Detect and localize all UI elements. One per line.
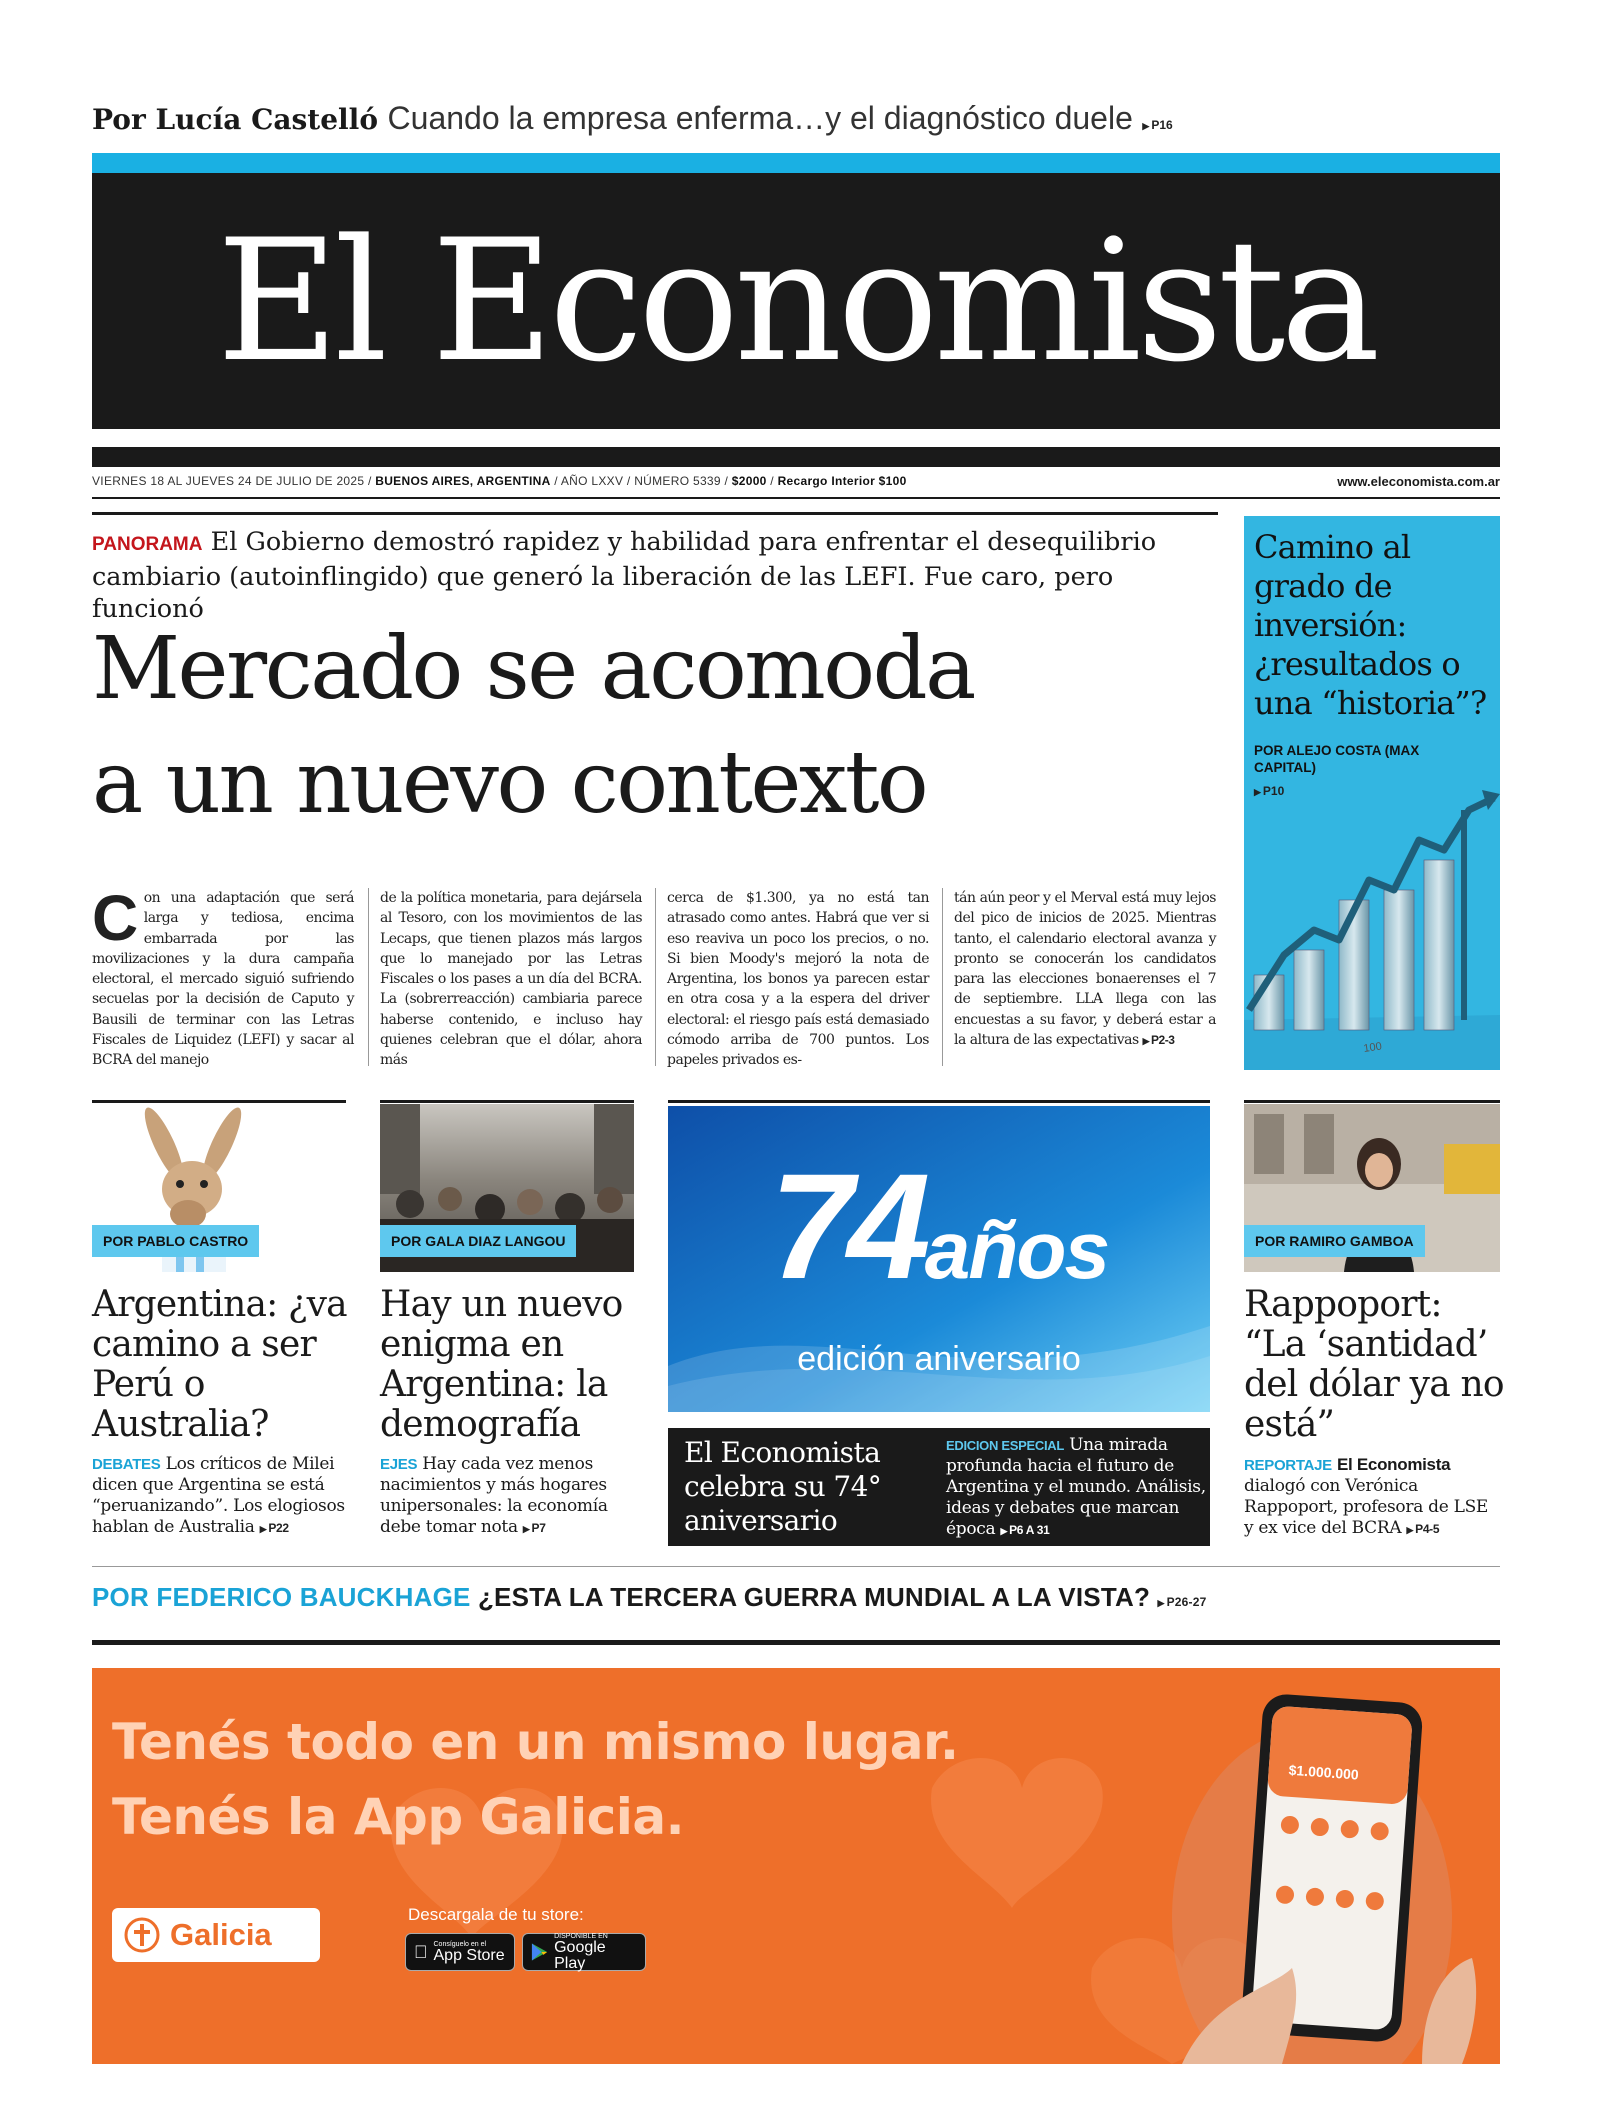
dateline-surcharge: Recargo Interior $100 — [777, 474, 907, 488]
lead-col1-text: on una adaptación que será larga y tediosa, encima embarrada por las movilizaciones y la dura campaña electoral, el mercado siguió sufriendo secuelas por la decisión de Caputo y Bausili de terminar con las Letras Fiscales de Liquidez (LEFI) y sacar al BCRA del manejo — [92, 890, 354, 1069]
lead-body-col4 — [954, 888, 1216, 1051]
story-2-deck — [380, 1454, 642, 1540]
lead-deck — [92, 526, 1218, 625]
lead-body-col3: cerca de $1.300, ya no está tan atrasado como antes. Habrá que ver si eso reaviva un poco los precios, o no. Si bien Moody's mejoró la nota de Argentina, los bonos ya parecen estar en otra cosa y a la espera del driver electoral: el riesgo país está demasiado cómodo arriba de 700 puntos. Los papeles privados es- — [667, 890, 929, 1069]
website-link[interactable]: www.eleconomista.com.ar — [1337, 474, 1500, 489]
story-rule — [1244, 1100, 1500, 1103]
column-divider — [655, 888, 656, 1066]
anniversary-subtitle: edición aniversario — [797, 1340, 1081, 1378]
story-rule — [380, 1100, 634, 1103]
top-teaser-author: Por Lucía Castelló — [92, 103, 378, 136]
top-teaser-text: Cuando la empresa enferma…y el diagnóstico duele — [387, 100, 1133, 136]
anniversary-number — [668, 1140, 1210, 1313]
story-2-page-ref: ▶ P7 — [523, 1521, 546, 1535]
anniversary-headline[interactable]: El Economista celebra su 74° aniversario — [684, 1436, 882, 1537]
google-play-small-label: DISPONIBLE EN — [554, 1932, 608, 1940]
lead-headline[interactable] — [92, 612, 1218, 840]
masthead-title[interactable]: El Economista — [216, 203, 1376, 399]
lead-top-rule — [92, 512, 1218, 515]
anniversary-kicker: EDICION ESPECIAL — [946, 1438, 1064, 1453]
apple-icon — [414, 1942, 428, 1963]
galicia-brand-name: Galicia — [170, 1917, 272, 1952]
column-divider — [368, 888, 369, 1066]
story-2-headline[interactable]: Hay un nuevo enigma en Argentina: la demografía — [380, 1284, 623, 1445]
ad-separator-rule — [92, 1640, 1500, 1645]
anniversary-page-ref: ▶ P6 A 31 — [1000, 1523, 1049, 1537]
story-3-page-ref: ▶ P4-5 — [1406, 1522, 1439, 1536]
galicia-logo[interactable] — [112, 1908, 320, 1962]
dateline: VIERNES 18 AL JUEVES 24 DE JULIO DE 2025 / BUENOS AIRES, ARGENTINA / AÑO LXXV / NÚMERO 5339 / $2000 / Recargo Interior $100 — [92, 474, 907, 488]
lead-deck-text: El Gobierno demostró rapidez y habilidad para enfrentar el desequilibrio cambiario (autoinflingido) que generó la liberación de las LEFI. Fue caro, pero funcionó — [92, 527, 1157, 624]
story-rule — [92, 1100, 346, 1103]
app-store-button[interactable] — [405, 1933, 515, 1971]
lead-headline-line1: Mercado se acomoda — [92, 619, 974, 719]
story-3-deck-bold: El Economista — [1336, 1455, 1451, 1474]
column-divider — [942, 888, 943, 1066]
story-1-page-ref: ▶ P22 — [260, 1521, 289, 1535]
right-panel-title[interactable]: Camino al grado de inversión: ¿resultados o una “historia”? — [1254, 528, 1487, 722]
google-play-button[interactable] — [522, 1933, 646, 1971]
story-1-headline[interactable]: Argentina: ¿va camino a ser Perú o Australia? — [92, 1284, 347, 1445]
dateline-city: BUENOS AIRES, ARGENTINA — [375, 474, 551, 488]
bottom-teaser-page-ref: ▶ P26-27 — [1157, 1595, 1206, 1609]
story-3-headline[interactable]: Rappoport: “La ‘santidad’ del dólar ya no está” — [1244, 1284, 1504, 1445]
google-play-icon — [531, 1942, 548, 1962]
story-1-deck-text: Los críticos de Milei dicen que Argentina se está “peruanizando”. Los elogiosos hablan de Australia — [92, 1454, 345, 1537]
dateline-year: AÑO LXXV — [560, 474, 624, 488]
story-2-kicker: EJES — [380, 1456, 418, 1473]
top-teaser[interactable] — [92, 100, 1173, 137]
app-store-small-label: Consíguelo en el — [420, 1940, 473, 1948]
bottom-teaser[interactable] — [92, 1582, 1207, 1613]
anniversary-deck-text: Una mirada profunda hacia el futuro de Argentina y el mundo. Análisis, ideas y debates que marcan época — [946, 1435, 1206, 1539]
lead-body-col1 — [92, 882, 354, 1071]
story-1-kicker: DEBATES — [92, 1456, 161, 1473]
masthead-rule — [92, 447, 1500, 467]
story-3-byline-tag: POR RAMIRO GAMBOA — [1244, 1225, 1425, 1257]
story-3-deck-text: dialogó con Verónica Rappoport, profesora de LSE y ex vice del BCRA — [1244, 1476, 1489, 1538]
story-1-deck — [92, 1454, 352, 1540]
google-play-label: Google Play — [554, 1938, 606, 1972]
lead-dropcap: C — [92, 882, 138, 954]
chart-axis-label: 100 — [1362, 1040, 1383, 1055]
ad-headline-line1: Tenés todo en un mismo lugar. — [112, 1713, 959, 1771]
story-2-byline-tag: POR GALA DIAZ LANGOU — [380, 1225, 576, 1257]
app-store-label: App Store — [420, 1946, 492, 1964]
ad-download-label: Descargala de tu store: — [408, 1905, 584, 1924]
lead-col4-text: tán aún peor y el Merval está muy lejos del pico de inicios de 2025. Mientras tanto, el calendario electoral avanza y pronto se conocerán los candidatos para las elecciones bonaerenses el 7 de septiembre. LLA llega con las encuestas a su favor, y deberá estar a la altura de las expectativas — [954, 890, 1216, 1049]
bottom-teaser-text: ¿ESTA LA TERCERA GUERRA MUNDIAL A LA VISTA? — [477, 1582, 1151, 1612]
lead-page-ref: ▶ P2-3 — [1143, 1033, 1175, 1047]
galicia-cross-icon — [124, 1917, 160, 1953]
right-panel-byline: POR ALEJO COSTA (MAX CAPITAL) — [1254, 743, 1420, 775]
story-3-deck — [1244, 1454, 1500, 1541]
dateline-price: $2000 — [731, 474, 767, 488]
top-teaser-page-ref: ▶ P16 — [1142, 118, 1172, 132]
ad-headline-line2: Tenés la App Galicia. — [112, 1788, 685, 1846]
lead-body-col2: de la política monetaria, para dejársela al Tesoro, con los movimientos de las Lecaps, que tienen plazos más largos que lo manejado por las Letras Fiscales o los pases a un día del BCRA. La (sobrerreacción) cambiaria parece haberse contenido, e incluso hay quienes celebran que el dólar, ahora más — [380, 890, 642, 1069]
story-rule — [668, 1100, 1210, 1103]
dateline-number: NÚMERO 5339 — [634, 474, 721, 488]
growth-chart-illustration — [1244, 780, 1500, 1070]
masthead-accent-bar — [92, 153, 1500, 173]
phone-balance: $1.000.000 — [1288, 1761, 1360, 1783]
dateline-rule — [92, 497, 1500, 499]
story-2-deck-text: Hay cada vez menos nacimientos y más hogares unipersonales: la economía debe tomar nota — [380, 1454, 608, 1537]
lead-headline-line2: a un nuevo contexto — [92, 733, 927, 833]
story-3-kicker: REPORTAJE — [1244, 1457, 1332, 1474]
anniversary-years-word: años — [924, 1205, 1109, 1296]
right-panel-page-ref: ▶ P10 — [1254, 784, 1284, 798]
anniversary-deck — [946, 1435, 1208, 1542]
bottom-teaser-author: POR FEDERICO BAUCKHAGE — [92, 1582, 471, 1612]
bottom-teaser-rule — [92, 1566, 1500, 1567]
lead-kicker: PANORAMA — [92, 534, 203, 555]
story-1-byline-tag: POR PABLO CASTRO — [92, 1225, 259, 1257]
anniversary-years-number: 74 — [769, 1142, 925, 1310]
dateline-date: VIERNES 18 AL JUEVES 24 DE JULIO DE 2025 — [92, 474, 365, 488]
